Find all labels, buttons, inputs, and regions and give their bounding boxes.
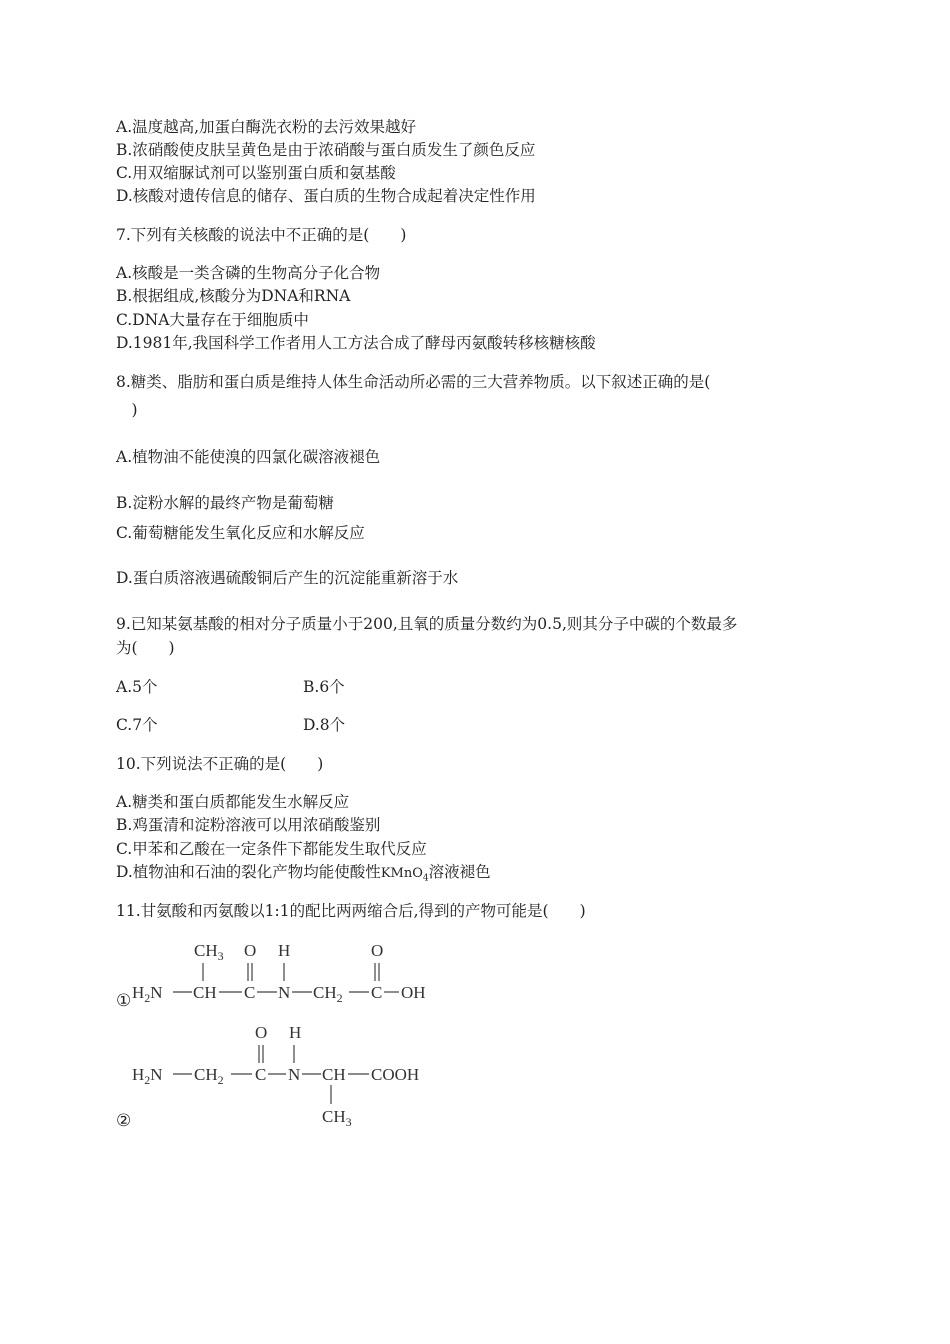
q10-option-b: B.鸡蛋清和淀粉溶液可以用浓硝酸鉴别 (116, 816, 381, 834)
q10-formula-sub: 4 (422, 873, 429, 884)
q8-stem-line1: 8.糖类、脂肪和蛋白质是维持人体生命活动所必需的三大营养物质。以下叙述正确的是( (116, 373, 711, 391)
q10-stem: 10.下列说法不正确的是( ) (116, 755, 324, 773)
s1-h2n: $H_2N$ (132, 983, 163, 1005)
q7-option-b: B.根据组成,核酸分为DNA和RNA (116, 287, 351, 305)
q8-option-a: A.植物油不能使溴的四氯化碳溶液褪色 (116, 448, 381, 466)
q10-option-d (116, 862, 491, 889)
structure-2-marker-wrap (116, 1106, 146, 1134)
q10-formula (380, 866, 429, 884)
s1-o1: O (244, 941, 257, 960)
s1-oh: OH (401, 983, 426, 1002)
s2-ch: CH (322, 1065, 346, 1084)
q8-option-c: C.葡萄糖能发生氧化反应和水解反应 (116, 524, 365, 542)
q10-formula-main: KMnO (380, 866, 423, 881)
s1-n2: N (278, 983, 291, 1002)
q9-option-d: D.8个 (303, 716, 346, 734)
q6-option-c: C.用双缩脲试剂可以鉴别蛋白质和氨基酸 (116, 164, 396, 182)
s2-c: C (255, 1065, 267, 1084)
q7-option-a: A.核酸是一类含磷的生物高分子化合物 (116, 264, 381, 282)
q10-option-a: A.糖类和蛋白质都能发生水解反应 (116, 793, 350, 811)
s2-o: O (255, 1023, 268, 1042)
q9-option-b: B.6个 (303, 678, 345, 696)
q9-option-c: C.7个 (116, 716, 158, 734)
structure-2 (116, 1018, 456, 1132)
q9-stem-line1: 9.已知某氨基酸的相对分子质量小于200,且氧的质量分数约为0.5,则其分子中碳的个数最多 (116, 615, 738, 633)
s2-ch2: $CH_2$ (194, 1065, 224, 1087)
structure-1-marker: ① (116, 991, 132, 1011)
s1-o2: O (371, 941, 384, 960)
s2-n2: N (288, 1065, 301, 1084)
s2-cooh: COOH (371, 1065, 420, 1084)
s1-ch: CH (193, 983, 217, 1002)
s1-ch2: $CH_2$ (313, 983, 343, 1005)
q8-stem-line2: ) (116, 401, 138, 419)
q10-option-d-tail: 溶液褪色 (428, 863, 491, 881)
q7-option-d: D.1981年,我国科学工作者用人工方法合成了酵母丙氨酸转移核糖核酸 (116, 334, 596, 352)
q7-stem: 7.下列有关核酸的说法中不正确的是( ) (116, 226, 407, 244)
q9-stem-line2: 为( ) (116, 639, 175, 657)
structure-2-marker: ② (116, 1111, 132, 1131)
q8-option-d: D.蛋白质溶液遇硫酸铜后产生的沉淀能重新溶于水 (116, 569, 459, 587)
s2-h: H (289, 1023, 302, 1042)
q11-stem: 11.甘氨酸和丙氨酸以1:1的配比两两缩合后,得到的产物可能是( ) (116, 902, 586, 920)
q10-option-d-text: D.植物油和石油的裂化产物均能使酸性 (116, 863, 381, 881)
structure-1 (116, 936, 456, 1012)
q8-option-b: B.淀粉水解的最终产物是葡萄糖 (116, 494, 334, 512)
q6-option-d: D.核酸对遗传信息的储存、蛋白质的生物合成起着决定性作用 (116, 187, 536, 205)
s2-h2n: $H_2N$ (132, 1065, 163, 1087)
q10-option-c: C.甲苯和乙酸在一定条件下都能发生取代反应 (116, 840, 427, 858)
q6-option-b: B.浓硝酸使皮肤呈黄色是由于浓硝酸与蛋白质发生了颜色反应 (116, 141, 536, 159)
q7-option-c: C.DNA大量存在于细胞质中 (116, 311, 309, 329)
s1-h: H (278, 941, 291, 960)
s2-ch3: $CH_3$ (322, 1107, 352, 1129)
s1-c2: C (371, 983, 383, 1002)
s1-ch3: $CH_3$ (194, 941, 224, 963)
q6-option-a: A.温度越高,加蛋白酶洗衣粉的去污效果越好 (116, 118, 417, 136)
q9-option-a: A.5个 (116, 678, 158, 696)
s1-c1: C (244, 983, 256, 1002)
